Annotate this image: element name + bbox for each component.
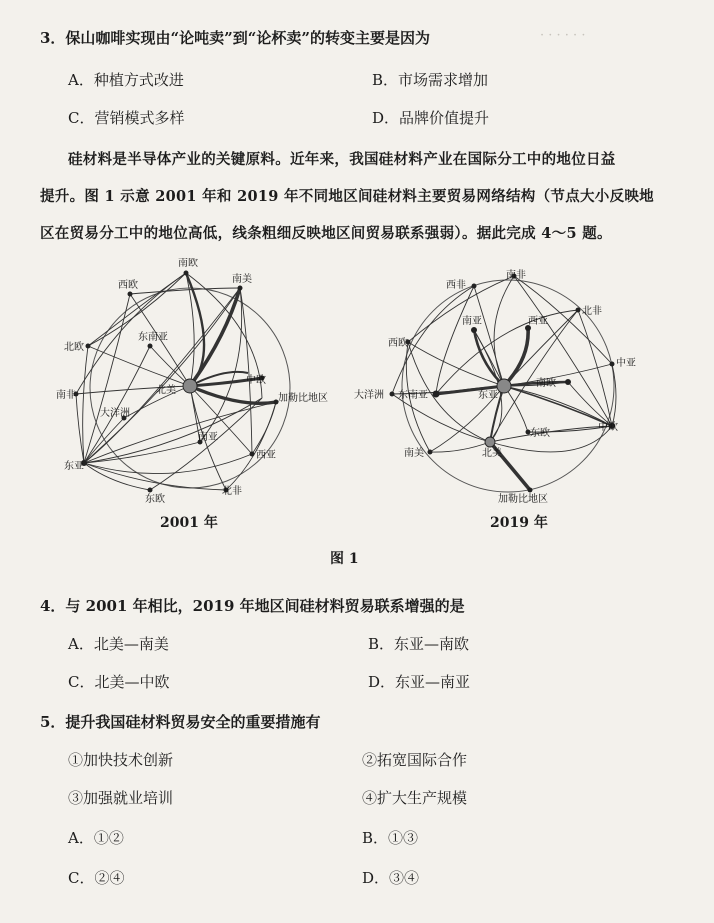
passage-line-3: 区在贸易分工中的地位高低，线条粗细反映地区间贸易联系强弱）。据此完成 4～5 题。 xyxy=(40,225,612,242)
node-label: 西亚 xyxy=(256,450,276,461)
node-label: 大洋洲 xyxy=(100,408,130,419)
node-label: 南非 xyxy=(506,270,526,281)
node-label: 中亚 xyxy=(616,358,636,369)
node-label: 南非 xyxy=(56,390,76,401)
q5-option-d[interactable]: D．③④ xyxy=(362,869,420,887)
q5-item-4: ④扩大生产规模 xyxy=(362,789,468,807)
q5-title: 5．提升我国硅材料贸易安全的重要措施有 xyxy=(40,713,321,731)
node-label: 大洋洲 xyxy=(354,390,384,401)
node-label: 东亚 xyxy=(478,390,498,401)
q4-title: 4．与 2001 年相比，2019 年地区间硅材料贸易联系增强的是 xyxy=(40,597,465,615)
node-label: 加勒比地区 xyxy=(278,393,328,404)
q3-title: 3．保山咖啡实现由“论吨卖”到“论杯卖”的转变主要是因为 xyxy=(40,29,430,47)
passage-line-2: 提升。图 1 示意 2001 年和 2019 年不同地区间硅材料主要贸易网络结构（节点大小反映地 xyxy=(40,188,654,205)
node-label: 西亚 xyxy=(528,316,548,327)
node-label: 加勒比地区 xyxy=(498,494,548,505)
q5-item-1: ①加快技术创新 xyxy=(68,751,174,769)
node-label: 西欧 xyxy=(118,280,138,291)
q5-option-b[interactable]: B．①③ xyxy=(362,829,419,847)
q5-option-a[interactable]: A．①② xyxy=(68,829,124,847)
passage-line-1: 硅材料是半导体产业的关键原料。近年来，我国硅材料产业在国际分工中的地位日益 xyxy=(68,151,616,168)
node-label: 北非 xyxy=(582,306,602,317)
node-label: 南欧 xyxy=(178,258,198,269)
q3-option-d[interactable]: D．品牌价值提升 xyxy=(372,109,490,127)
node-label: 东南亚 xyxy=(398,390,428,401)
node-label: 东南亚 xyxy=(138,332,168,343)
q3-option-a[interactable]: A．种植方式改进 xyxy=(68,71,184,89)
q3-option-c[interactable]: C．营销模式多样 xyxy=(68,109,185,127)
q4-option-b[interactable]: B．东亚—南欧 xyxy=(368,635,470,653)
node-label: 北美 xyxy=(482,448,502,459)
node-label: 北欧 xyxy=(64,342,84,353)
node-label: 东欧 xyxy=(530,428,550,439)
trade-network-figure xyxy=(0,258,714,578)
node-label: 西欧 xyxy=(388,338,408,349)
node-label: 西非 xyxy=(446,280,466,291)
node-label: 东亚 xyxy=(64,461,84,472)
figure-year-2001: 2001 年 xyxy=(160,515,218,531)
q3-option-b[interactable]: B．市场需求增加 xyxy=(372,71,489,89)
node-label: 南亚 xyxy=(462,316,482,327)
node-label: 北非 xyxy=(222,486,242,497)
node-label: 东欧 xyxy=(145,494,165,505)
node-label: 南欧 xyxy=(536,378,556,389)
q4-option-c[interactable]: C．北美—中欧 xyxy=(68,673,170,691)
node-label: 南美 xyxy=(404,448,424,459)
figure-year-2019: 2019 年 xyxy=(490,515,548,531)
node-label: 中欧 xyxy=(598,422,618,433)
node-label: 南美 xyxy=(232,274,252,285)
q4-option-a[interactable]: A．北美—南美 xyxy=(68,635,169,653)
node-label: 南亚 xyxy=(198,432,218,443)
q5-option-c[interactable]: C．②④ xyxy=(68,869,125,887)
q5-item-3: ③加强就业培训 xyxy=(68,789,174,807)
figure-caption: 图 1 xyxy=(330,551,359,567)
bleed-through-text: · · · · · · xyxy=(540,28,586,43)
q5-item-2: ②拓宽国际合作 xyxy=(362,751,468,769)
q4-option-d[interactable]: D．东亚—南亚 xyxy=(368,673,471,691)
node-label: 中欧 xyxy=(246,375,266,386)
node-label: 北美 xyxy=(156,385,176,396)
